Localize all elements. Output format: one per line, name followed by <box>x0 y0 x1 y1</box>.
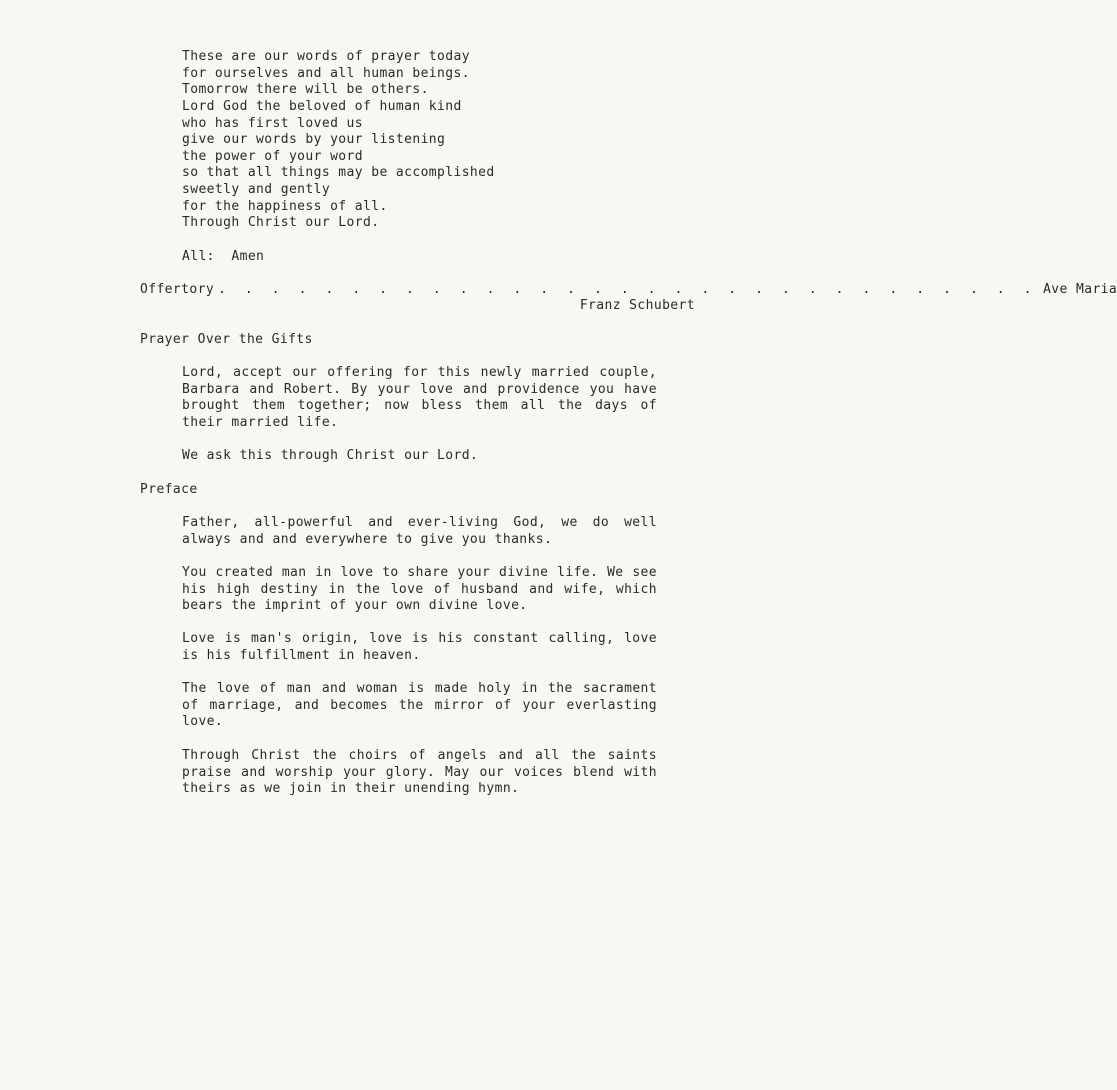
preface-paragraph: The love of man and woman is made holy in the sacrament of marriage, and becomes the mirror of your everlasting love. <box>182 681 657 730</box>
prayer-line: give our words by your listening <box>182 132 446 147</box>
section-heading-prayer-over-gifts: Prayer Over the Gifts <box>140 332 313 347</box>
prayer-line: sweetly and gently <box>182 182 331 197</box>
prayer-line: Tomorrow there will be others. <box>182 82 429 97</box>
prayer-response: All: Amen <box>182 249 265 264</box>
prayer-line: These are our words of prayer today <box>182 49 470 64</box>
prayer-over-gifts-closing: We ask this through Christ our Lord. <box>182 448 479 463</box>
preface-paragraph: You created man in love to share your divine life. We see his high destiny in the love of husband and wife, which bears the imprint of your own divine love. <box>182 565 657 614</box>
offertory-composer: Franz Schubert <box>579 298 695 313</box>
offertory-row <box>140 282 1117 299</box>
prayer-line: so that all things may be accomplished <box>182 165 495 180</box>
prayer-line: for the happiness of all. <box>182 199 388 214</box>
section-heading-preface: Preface <box>140 482 198 497</box>
prayer-line: Lord God the beloved of human kind <box>182 99 462 114</box>
offertory-leader-dots: . . . . . . . . . . . . . . . . . . . . . . . . . . . . . . . <box>218 282 1038 297</box>
preface-paragraph: Father, all-powerful and ever-living God, we do well always and and everywhere to give you thanks. <box>182 515 657 547</box>
prayer-over-gifts-paragraph: Lord, accept our offering for this newly married couple, Barbara and Robert. By your love and providence you have brought them together; now bless them all the days of their married life. <box>182 365 657 430</box>
preface-paragraph: Love is man's origin, love is his constant calling, love is his fulfillment in heaven. <box>182 631 657 663</box>
prayer-line: Through Christ our Lord. <box>182 215 380 230</box>
prayer-line: who has first loved us <box>182 116 363 131</box>
offertory-title: Ave Maria <box>1043 282 1117 297</box>
prayer-line: the power of your word <box>182 149 363 164</box>
preface-paragraph: Through Christ the choirs of angels and all the saints praise and worship your glory. May our voices blend with theirs as we join in their unending hymn. <box>182 748 657 797</box>
offertory-label: Offertory <box>140 282 215 297</box>
prayer-line: for ourselves and all human beings. <box>182 66 470 81</box>
